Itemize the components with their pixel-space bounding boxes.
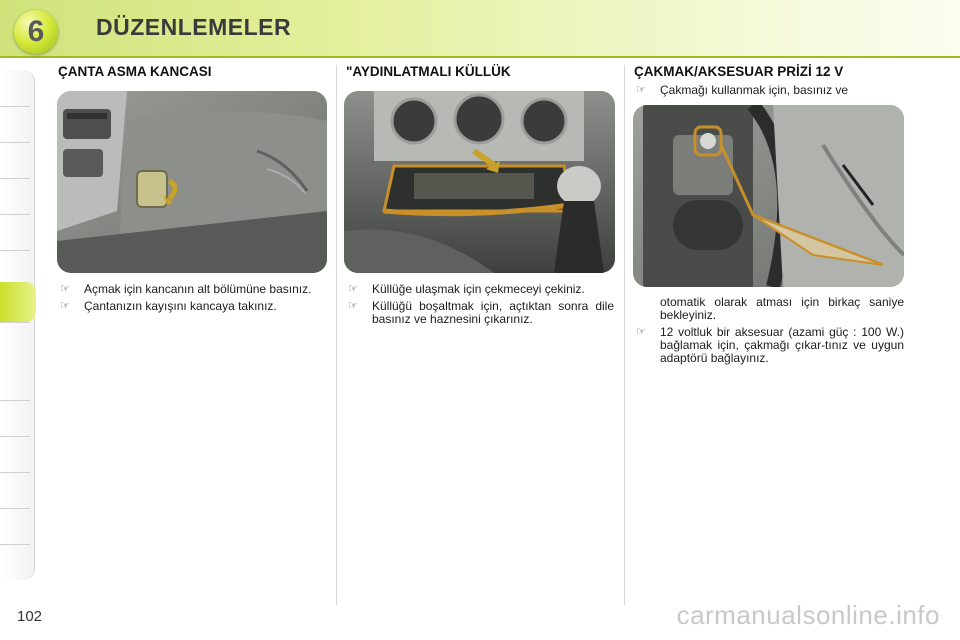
tab-divider [0, 400, 30, 401]
page-number: 102 [17, 608, 43, 625]
pointing-hand-icon: ☞ [348, 283, 358, 295]
pointing-hand-icon: ☞ [60, 283, 70, 295]
pointing-hand-icon: ☞ [60, 300, 70, 312]
bag-hook-photo [57, 91, 327, 273]
tab-divider [0, 178, 30, 179]
list-item: ☞ 12 voltluk bir aksesuar (azami güç : 100 W.) bağlamak için, çakmağı çıkar-tınız ve uygun adaptörü bağlayınız. [636, 325, 904, 365]
lighter-instructions [634, 296, 904, 369]
chapter-title: DÜZENLEMELER [96, 14, 292, 40]
bag-hook-instructions [58, 283, 326, 317]
ashtray-photo [344, 91, 615, 273]
section-title-bag-hook: ÇANTA ASMA KANCASI [58, 64, 212, 79]
header-rule [0, 56, 960, 58]
active-chapter-tab [0, 282, 36, 322]
watermark: carmanualsonline.info [676, 600, 940, 630]
chapter-number: 6 [27, 15, 45, 48]
tab-divider [0, 508, 30, 509]
list-item: ☞ Küllüğü boşaltmak için, açtıktan sonra dile basınız ve haznesini çıkarınız. [348, 299, 614, 326]
column-separator [336, 65, 337, 605]
lighter-instruction-continuation: otomatik olarak atması için birkaç saniye bekleyiniz. [660, 295, 904, 322]
tab-divider [0, 436, 30, 437]
list-item: ☞ Açmak için kancanın alt bölümüne basınız. [60, 282, 312, 296]
tab-divider [0, 322, 30, 323]
tab-divider [0, 214, 30, 215]
ashtray-instructions [346, 283, 614, 330]
pointing-hand-icon: ☞ [636, 326, 646, 338]
column-separator [624, 65, 625, 605]
lighter-socket-photo [633, 105, 904, 287]
chapter-number-badge [14, 10, 58, 54]
pointing-hand-icon: ☞ [348, 300, 358, 312]
chapter-tab-strip [0, 70, 35, 580]
tab-divider [0, 142, 30, 143]
tab-divider [0, 544, 30, 545]
section-title-ashtray: "AYDINLATMALI KÜLLÜK [346, 64, 511, 79]
tab-divider [0, 250, 30, 251]
section-title-lighter-socket: ÇAKMAK/AKSESUAR PRİZİ 12 V [634, 64, 844, 79]
list-item: ☞ Çakmağı kullanmak için, basınız ve [636, 83, 849, 97]
list-item: ☞ Çantanızın kayışını kancaya takınız. [60, 299, 277, 313]
pointing-hand-icon: ☞ [636, 84, 646, 96]
list-item: ☞ Küllüğe ulaşmak için çekmeceyi çekiniz. [348, 282, 585, 296]
tab-divider [0, 472, 30, 473]
lighter-instruction-top [634, 84, 904, 101]
tab-divider [0, 106, 30, 107]
